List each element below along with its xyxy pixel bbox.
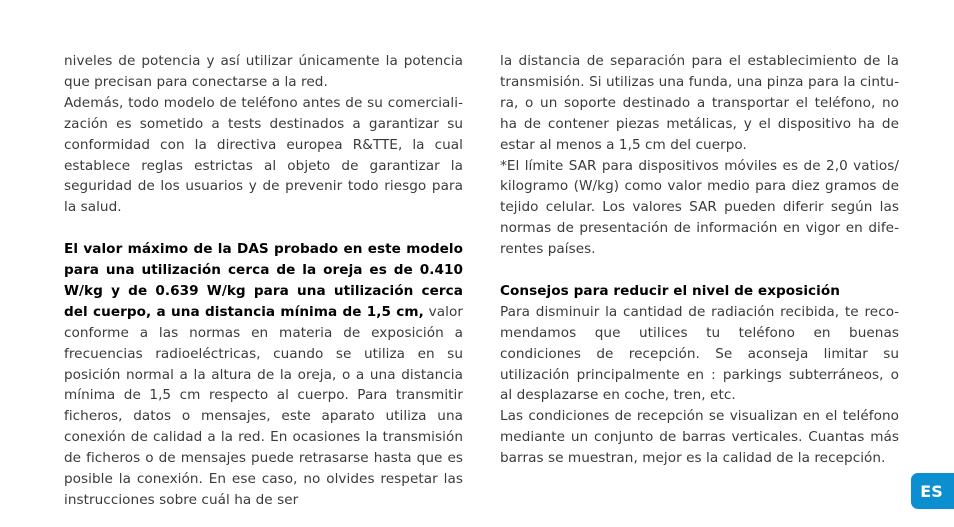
paragraph-gap [64,218,463,239]
paragraph-reduce-radiation: Para disminuir la cantidad de radiación recibida, te recomendamos que utilices tu teléfono en buenas condiciones de recepción. Se aconseja limitar su utilización principalmente en : parkings subterráneos, o al desplazarse en coche, tren, etc. [500,303,899,404]
paragraph-rtte-directive: Además, todo modelo de teléfono antes de su comercialización es sometido a tests destinados a garantizar su conformidad con la directiva europea R&TTE, la cual establece reglas estrictas al objeto de garantizar la seguridad de los usuarios y de prevenir todo riesgo para la salud. [64,94,463,216]
paragraph-gap [500,260,899,281]
section-heading-exposure-tips: Consejos para reducir el nivel de exposición [500,282,840,299]
paragraph-reception-bars: Las condiciones de recepción se visualizan en el teléfono mediante un conjunto de barras verticales. Cuantas más barras se muestran, mejor es la calidad de la recepción. [500,408,899,467]
right-column [500,51,899,469]
das-values-bold: El valor máximo de la DAS probado en este modelo para una utilización cerca de la oreja es de 0.410 W/kg y de 0.639 W/kg para una utilización cerca del cuerpo, a una distancia mínima de 1,5 cm, [64,241,463,320]
paragraph-das-values [64,239,463,511]
paragraph-separation-distance: la distancia de separación para el establecimiento de la transmisión. Si utilizas una funda, una pinza para la cintura, o un soporte destinado a transportar el teléfono, no ha de contener piezas metálicas, y el dispositivo ha de estar al menos a 1,5 cm del cuerpo. [500,53,899,153]
language-badge: ES [911,473,954,509]
paragraph-sar-limit: *El límite SAR para dispositivos móviles es de 2,0 vatios/ kilogramo (W/kg) como valor medio para diez gramos de tejido celular. Los valores SAR pueden diferir según las normas de presentación de información en vigor en diferentes países. [500,157,899,258]
das-values-text: valor conforme a las normas en materia de exposición a frecuencias radioeléctricas, cuando se utiliza en su posición normal a la altura de la oreja, o a una distancia mínima de 1,5 cm respecto al cuerpo. Para transmitir ficheros, datos o mensajes, este aparato utiliza una conexión de calidad a la red. En ocasiones la transmisión de ficheros o de mensajes puede retrasarse hasta que es posible la conexión. En ese caso, no olvides respetar las instrucciones sobre cuál ha de ser [64,303,463,509]
paragraph-power-levels: niveles de potencia y así utilizar únicamente la potencia que precisan para conectarse a la red. [64,53,463,90]
left-column [64,51,463,511]
